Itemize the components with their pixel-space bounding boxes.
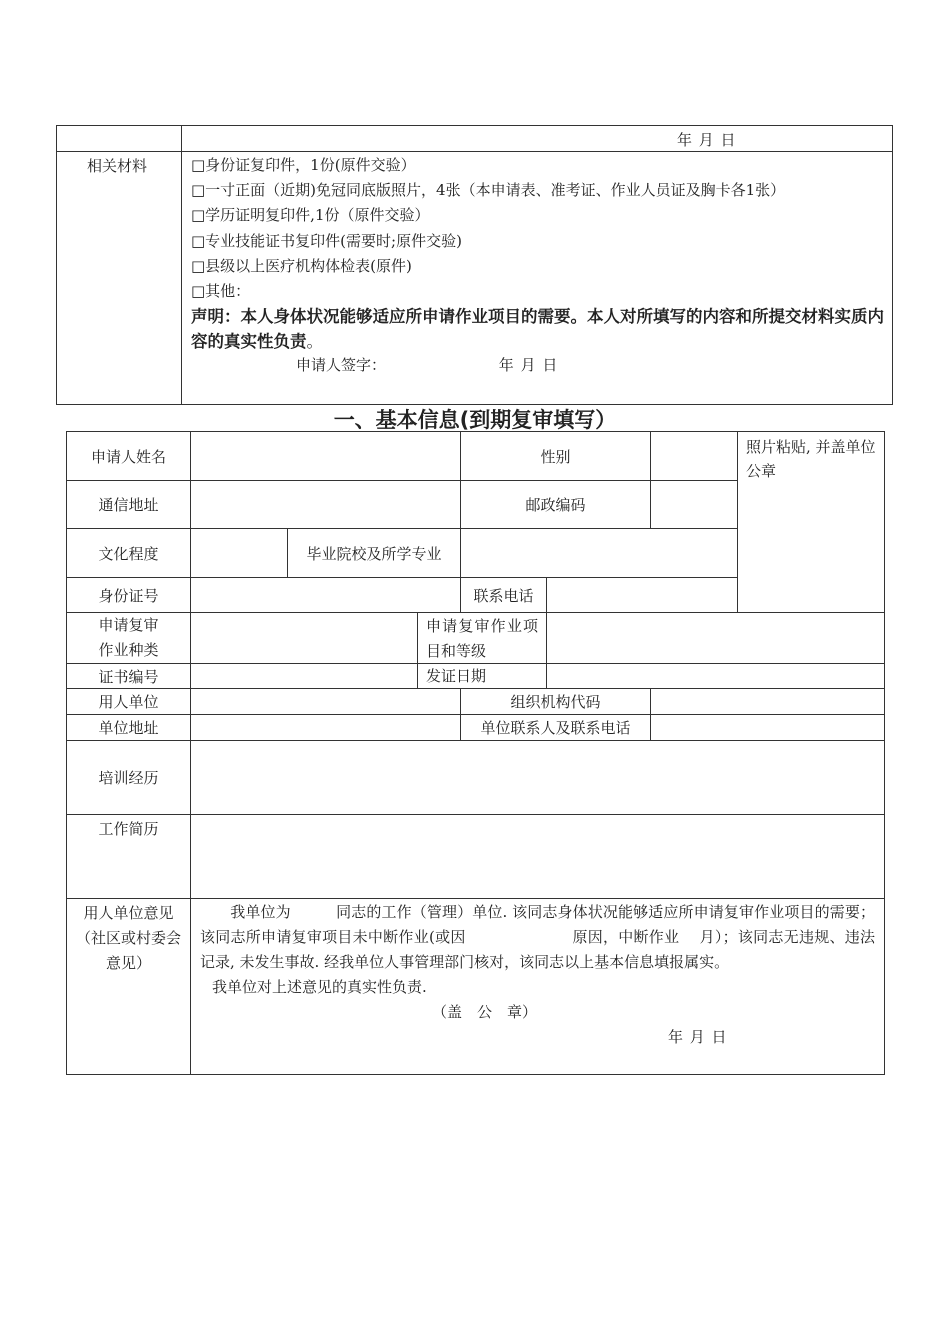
apply-type-label-cell	[66, 612, 191, 664]
apply-item-label-cell	[417, 612, 547, 664]
cert-no-label-cell	[66, 663, 191, 689]
apply-type-label: 申请复审作业种类	[98, 616, 159, 659]
materials-list	[191, 153, 884, 375]
signature-label: 申请人签字：	[296, 356, 387, 375]
employer-contact-field[interactable]	[650, 714, 885, 741]
material-item-education[interactable]: □学历证明复印件,1份（原件交验）	[191, 206, 430, 225]
employer-label-cell	[66, 688, 191, 715]
training-label: 培训经历	[98, 769, 159, 787]
school-field[interactable]	[460, 528, 738, 578]
responsibility-text: 我单位对上述意见的真实性负责.	[212, 978, 427, 996]
postcode-label: 邮政编码	[525, 496, 586, 514]
school-label-cell	[287, 528, 461, 578]
name-field[interactable]	[190, 431, 461, 481]
cert-no-label: 证书编号	[98, 667, 159, 686]
employer-address-label-cell	[66, 714, 191, 741]
material-item-skill-cert[interactable]: □专业技能证书复印件(需要时;原件交验)	[191, 231, 462, 250]
education-label: 文化程度	[98, 544, 159, 563]
opinion-label-cell	[66, 898, 191, 1075]
gender-label-cell	[460, 431, 651, 481]
photo-note: 照片粘贴, 并盖单位公章	[746, 438, 876, 480]
photo-box[interactable]	[737, 431, 885, 613]
education-field[interactable]	[190, 528, 288, 578]
opinion-field[interactable]	[190, 898, 885, 1075]
employer-address-field[interactable]	[190, 714, 461, 741]
education-label-cell	[66, 528, 191, 578]
phone-label-cell	[460, 577, 547, 613]
signature-line	[191, 354, 884, 375]
employer-address-label: 单位地址	[98, 719, 159, 737]
issue-date-field[interactable]	[546, 663, 885, 689]
apply-item-field[interactable]	[546, 612, 885, 664]
employer-contact-label: 单位联系人及联系电话	[480, 719, 631, 737]
issue-date-label: 发证日期	[426, 667, 487, 685]
declaration-end: 。	[306, 332, 323, 352]
apply-item-label: 申请复审作业项目和等级	[426, 617, 538, 660]
work-label: 工作简历	[98, 820, 159, 838]
materials-label: 相关材料	[87, 157, 148, 175]
address-field[interactable]	[190, 480, 461, 529]
declaration-text: 声明：本人身体状况能够适应所申请作业项目的需要。本人对所填写的内容和所提交材料实质内容的真实性负责	[191, 307, 884, 352]
date-line: 年 月 日	[677, 131, 737, 149]
employer-label: 用人单位	[98, 693, 159, 711]
seal-text: （盖 公 章）	[432, 1003, 538, 1021]
address-label: 通信地址	[98, 496, 159, 514]
signature-date: 年 月 日	[498, 356, 559, 375]
employer-field[interactable]	[190, 688, 461, 715]
id-label-cell	[66, 577, 191, 613]
material-item-photo[interactable]: □一寸正面（近期)免冠同底版照片，4张（本申请表、准考证、作业人员证及胸卡各1张）	[191, 181, 786, 200]
id-field[interactable]	[190, 577, 461, 613]
column-divider	[181, 126, 182, 404]
opinion-label: 用人单位意见（社区或村委会意见）	[75, 904, 181, 972]
training-field[interactable]	[190, 740, 885, 815]
org-code-label-cell	[460, 688, 651, 715]
row-divider	[57, 151, 892, 152]
issue-date-label-cell	[417, 663, 547, 689]
opinion-date: 年 月 日	[668, 1028, 728, 1046]
org-code-field[interactable]	[650, 688, 885, 715]
employer-contact-label-cell	[460, 714, 651, 741]
school-label: 毕业院校及所学专业	[306, 544, 442, 563]
training-label-cell	[66, 740, 191, 815]
work-field[interactable]	[190, 814, 885, 899]
phone-field[interactable]	[546, 577, 738, 613]
name-label: 申请人姓名	[90, 447, 166, 466]
opinion-text: 我单位为 同志的工作（管理）单位. 该同志身体状况能够适应所申请复审作业项目的需要；该同志所申请复审项目未中断作业(或因 原因，中断作业 月）；该同志无违规、违法记录, 未发生事故. 经我单位人事管理部门核对，该同志以上基本信息填报属实。	[200, 903, 875, 971]
name-label-cell	[66, 431, 191, 481]
material-item-other[interactable]: □其他：	[191, 282, 251, 301]
work-label-cell	[66, 814, 191, 899]
apply-type-field[interactable]	[190, 612, 418, 664]
postcode-field[interactable]	[650, 480, 738, 529]
section-title: 一、基本信息(到期复审填写）	[333, 408, 617, 432]
material-item-health-check[interactable]: □县级以上医疗机构体检表(原件)	[191, 256, 412, 275]
material-item-id-copy[interactable]: □身份证复印件，1份(原件交验）	[191, 156, 416, 174]
gender-field[interactable]	[650, 431, 738, 481]
phone-label: 联系电话	[473, 586, 534, 605]
gender-label: 性别	[540, 447, 571, 466]
declaration	[191, 304, 886, 354]
cert-no-field[interactable]	[190, 663, 418, 689]
postcode-label-cell	[460, 480, 651, 529]
address-label-cell	[66, 480, 191, 529]
id-label: 身份证号	[98, 586, 159, 605]
org-code-label: 组织机构代码	[510, 693, 601, 711]
materials-table	[56, 125, 893, 405]
